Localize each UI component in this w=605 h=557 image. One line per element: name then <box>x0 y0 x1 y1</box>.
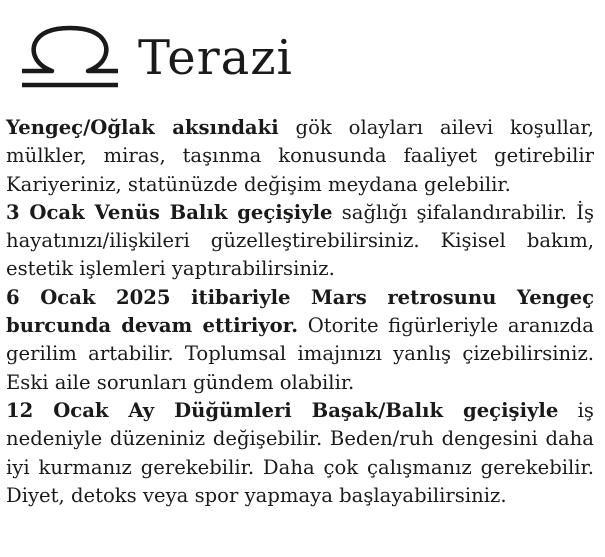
paragraph-3 <box>6 284 594 397</box>
paragraph-4-highlight: 12 Ocak Ay Düğümleri Başak/Balık geçişiyle <box>6 398 559 422</box>
paragraph-4 <box>6 397 594 510</box>
paragraph-4-body: iş nedeniyle düzeniniz değişebilir. Beden/ruh dengesini daha iyi kurmanız gerekebilir. Daha çok çalışmanız gerekebilir. Diyet, detoks veya spor yapmaya başlayabilirsiniz. <box>6 398 594 507</box>
paragraph-2 <box>6 199 594 284</box>
paragraph-1-highlight: Yengeç/Oğlak aksındaki <box>6 116 279 139</box>
page-title: Terazi <box>138 30 293 86</box>
paragraph-3-body: Otorite figürleriyle aranızda gerilim artabilir. Toplumsal imajınızı yanlış çizebilirsiniz. Eski aile sorunları gündem olabilir. <box>6 314 594 394</box>
paragraph-2-highlight: 3 Ocak Venüs Balık geçişiyle <box>6 200 333 224</box>
paragraph-3-highlight: 6 Ocak 2025 itibariyle Mars retrosunu Yengeç burcunda devam ettiriyor. <box>6 285 594 338</box>
horoscope-text <box>6 114 594 510</box>
page-header <box>16 22 293 94</box>
paragraph-1 <box>6 114 594 199</box>
paragraph-2-body: sağlığı şifalandırabilir. İş hayatınızı/ilişkileri güzelleştirebilirsiniz. Kişisel bakım, estetik işlemleri yaptırabilirsiniz. <box>6 200 595 281</box>
libra-icon <box>16 25 124 91</box>
paragraph-1-body: gök olayları ailevi koşullar, mülkler, miras, taşınma konusunda faaliyet getirebilir Kariyeriniz, statünüzde değişim meydana gelebilir. <box>6 116 594 196</box>
